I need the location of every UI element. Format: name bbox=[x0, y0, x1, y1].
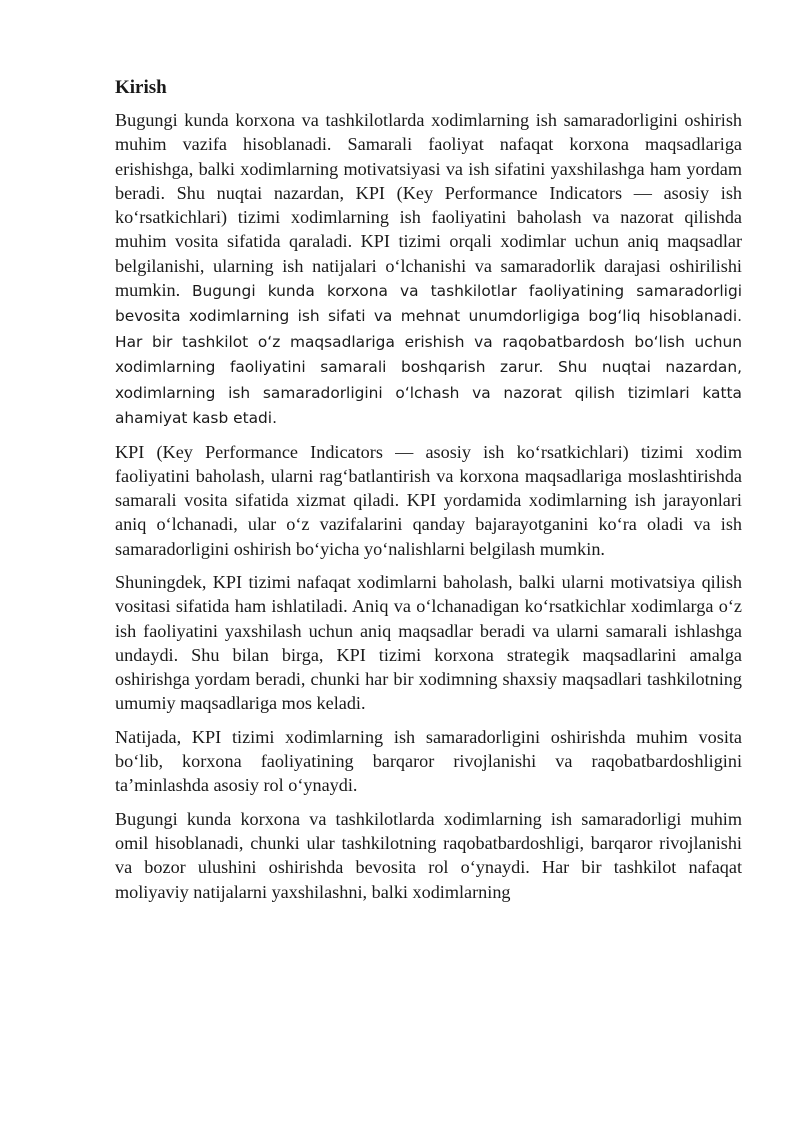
paragraph-2: KPI (Key Performance Indicators — asosiy ish koʻrsatkichlari) tizimi xodim faoliyatini baholash, ularni ragʻbatlantirish va korxona maqsadlariga moslashtirishda samarali vosita sifatida xizmat qiladi. KPI yordamida xodimlarning ish jarayonlari aniq oʻlchanadi, ular oʻz vazifalarini qanday bajarayotganini koʻra oladi va ish samaradorligini oshirish boʻyicha yoʻnalishlarni belgilash mumkin. bbox=[115, 441, 742, 559]
paragraph-3: Shuningdek, KPI tizimi nafaqat xodimlarni baholash, balki ularni motivatsiya qilish vositasi sifatida ham ishlatiladi. Aniq va oʻlchanadigan koʻrsatkichlar xodimlarga oʻz ish faoliyatini yaxshilash uchun aniq maqsadlar beradi va ularni samarali ishlashga undaydi. Shu bilan birga, KPI tizimi korxona strategik maqsadlarini amalga oshirishga yordam beradi, chunki har bir xodimning shaxsiy maqsadlari tashkilotning umumiy maqsadlariga mos keladi. bbox=[115, 572, 742, 714]
document-page bbox=[115, 76, 742, 913]
paragraph-1-serif-text: Bugungi kunda korxona va tashkilotlarda xodimlarning ish samaradorligini oshirish muhim vazifa hisoblanadi. Samarali faoliyat nafaqat korxona maqsadlariga erishishga, balki xodimlarning motivatsiyasi va ish sifatini yaxshilashga ham yordam beradi. Shu nuqtai nazardan, KPI (Key Performance Indicators — asosiy ish koʻrsatkichlari) tizimi xodimlarning ish faoliyatini baholash va nazorat qilishda muhim vosita sifatida qaraladi. KPI tizimi orqali xodimlar uchun aniq maqsadlar belgilanishi, ularning ish natijalari oʻlchanishi va samaradorlik darajasi oshirilishi mumkin. bbox=[115, 110, 742, 301]
paragraph-1-sans-text: Bugungi kunda korxona va tashkilotlar faoliyatining samaradorligi bevosita xodimlarning ish sifati va mehnat unumdorligiga bogʻliq hisoblanadi. Har bir tashkilot oʻz maqsadlariga erishish va raqobatbardosh boʻlish uchun xodimlarning faoliyatini samarali boshqarish zarur. Shu nuqtai nazardan, xodimlarning ish samaradorligini oʻlchash va nazorat qilish tizimlari katta ahamiyat kasb etadi. bbox=[115, 282, 743, 428]
paragraph-1 bbox=[115, 108, 742, 431]
section-heading: Kirish bbox=[115, 77, 167, 98]
paragraph-5: Bugungi kunda korxona va tashkilotlarda xodimlarning ish samaradorligi muhim omil hisoblanadi, chunki ular tashkilotning raqobatbardoshligi, barqaror rivojlanishi va bozor ulushini oshirishda bevosita rol oʻynaydi. Har bir tashkilot nafaqat moliyaviy natijalarni yaxshilashni, balki xodimlarning bbox=[115, 808, 742, 902]
paragraph-4: Natijada, KPI tizimi xodimlarning ish samaradorligini oshirishda muhim vosita boʻlib, korxona faoliyatining barqaror rivojlanishi va raqobatbardoshligini taʼminlashda asosiy rol oʻynaydi. bbox=[115, 726, 742, 796]
